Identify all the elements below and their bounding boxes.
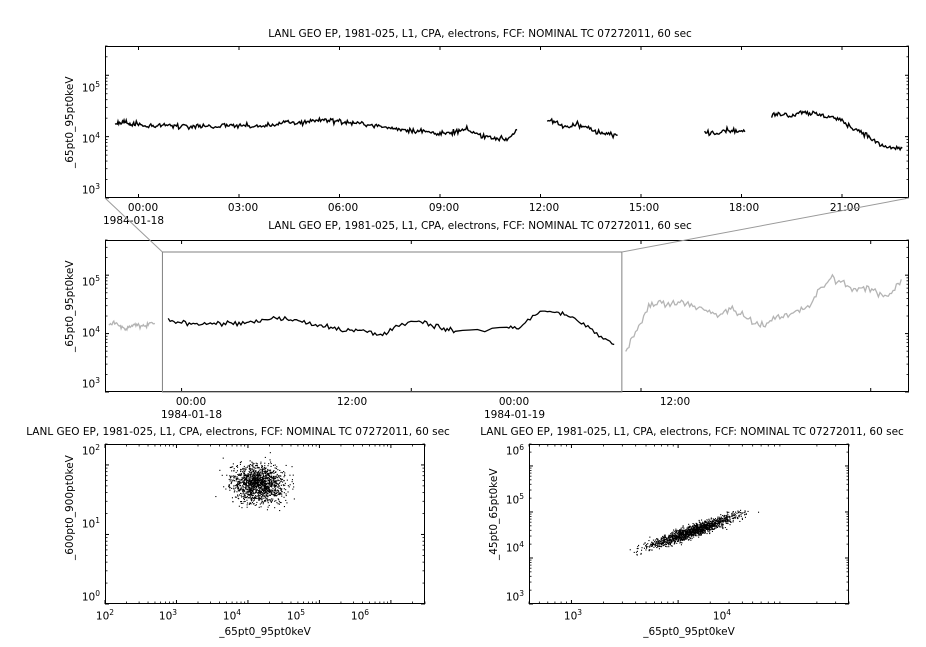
top-timeseries-title: LANL GEO EP, 1981-025, L1, CPA, electrons, FCF: NOMINAL TC 07272011, 60 sec xyxy=(268,28,692,40)
bl-ytick-1e1: $10^1$ xyxy=(81,516,100,531)
bottom-right-ylabel: _45pt0_65pt0keV xyxy=(488,468,500,560)
mid-ytick-1e4: $10^4$ xyxy=(81,325,100,340)
top-ytick-1e3: $10^3$ xyxy=(81,182,100,197)
top-xtick-0600: 06:00 xyxy=(327,202,359,214)
top-xtick-1200: 12:00 xyxy=(528,202,560,214)
middle-timeseries-xlabel-left: 1984-01-18 xyxy=(161,409,223,421)
bl-xtick-1e4: $10^4$ xyxy=(222,608,242,623)
bl-ytick-1e2: $10^2$ xyxy=(81,443,100,458)
top-xtick-0900: 09:00 xyxy=(428,202,460,214)
bottom-left-ylabel: _600pt0_900pt0keV xyxy=(64,455,76,560)
top-xtick-0000: 00:00 xyxy=(127,202,159,214)
middle-timeseries-title: LANL GEO EP, 1981-025, L1, CPA, electrons, FCF: NOMINAL TC 07272011, 60 sec xyxy=(268,220,692,232)
mid-xtick-1200-b: 12:00 xyxy=(659,396,691,408)
br-ytick-1e6: $10^6$ xyxy=(505,443,524,458)
br-xtick-1e4: $10^4$ xyxy=(712,608,732,623)
bottom-right-title: LANL GEO EP, 1981-025, L1, CPA, electrons, FCF: NOMINAL TC 07272011, 60 sec xyxy=(480,426,904,438)
br-xtick-1e3: $10^3$ xyxy=(563,608,583,623)
mid-xtick-0000-a: 00:00 xyxy=(175,396,207,408)
bottom-left-title: LANL GEO EP, 1981-025, L1, CPA, electrons, FCF: NOMINAL TC 07272011, 60 sec xyxy=(26,426,450,438)
br-ytick-1e5: $10^5$ xyxy=(505,492,524,507)
top-xtick-1800: 18:00 xyxy=(728,202,760,214)
mid-xtick-1200-a: 12:00 xyxy=(336,396,368,408)
bottom-right-xlabel: _65pt0_95pt0keV xyxy=(643,626,735,638)
bl-xtick-1e2: $10^2$ xyxy=(95,608,115,623)
middle-timeseries-ylabel: _65pt0_95pt0keV xyxy=(64,260,76,352)
bl-xtick-1e5: $10^5$ xyxy=(286,608,306,623)
bl-xtick-1e6: $10^6$ xyxy=(350,608,370,623)
bl-xtick-1e3: $10^3$ xyxy=(158,608,178,623)
top-xtick-2100: 21:00 xyxy=(829,202,861,214)
middle-timeseries-xlabel-right: 1984-01-19 xyxy=(484,409,546,421)
top-ytick-1e4: $10^4$ xyxy=(81,131,100,146)
top-timeseries-ylabel: _65pt0_95pt0keV xyxy=(64,76,76,168)
br-ytick-1e3: $10^3$ xyxy=(505,589,524,604)
mid-ytick-1e5: $10^5$ xyxy=(81,274,100,289)
br-ytick-1e4: $10^4$ xyxy=(505,540,524,555)
top-timeseries-xlabel: 1984-01-18 xyxy=(103,215,165,227)
top-xtick-1500: 15:00 xyxy=(628,202,660,214)
top-ytick-1e5: $10^5$ xyxy=(81,80,100,95)
mid-ytick-1e3: $10^3$ xyxy=(81,376,100,391)
top-xtick-0300: 03:00 xyxy=(227,202,259,214)
mid-xtick-0000-b: 00:00 xyxy=(498,396,530,408)
bottom-left-xlabel: _65pt0_95pt0keV xyxy=(219,626,311,638)
bl-ytick-1e0: $10^0$ xyxy=(81,589,100,604)
